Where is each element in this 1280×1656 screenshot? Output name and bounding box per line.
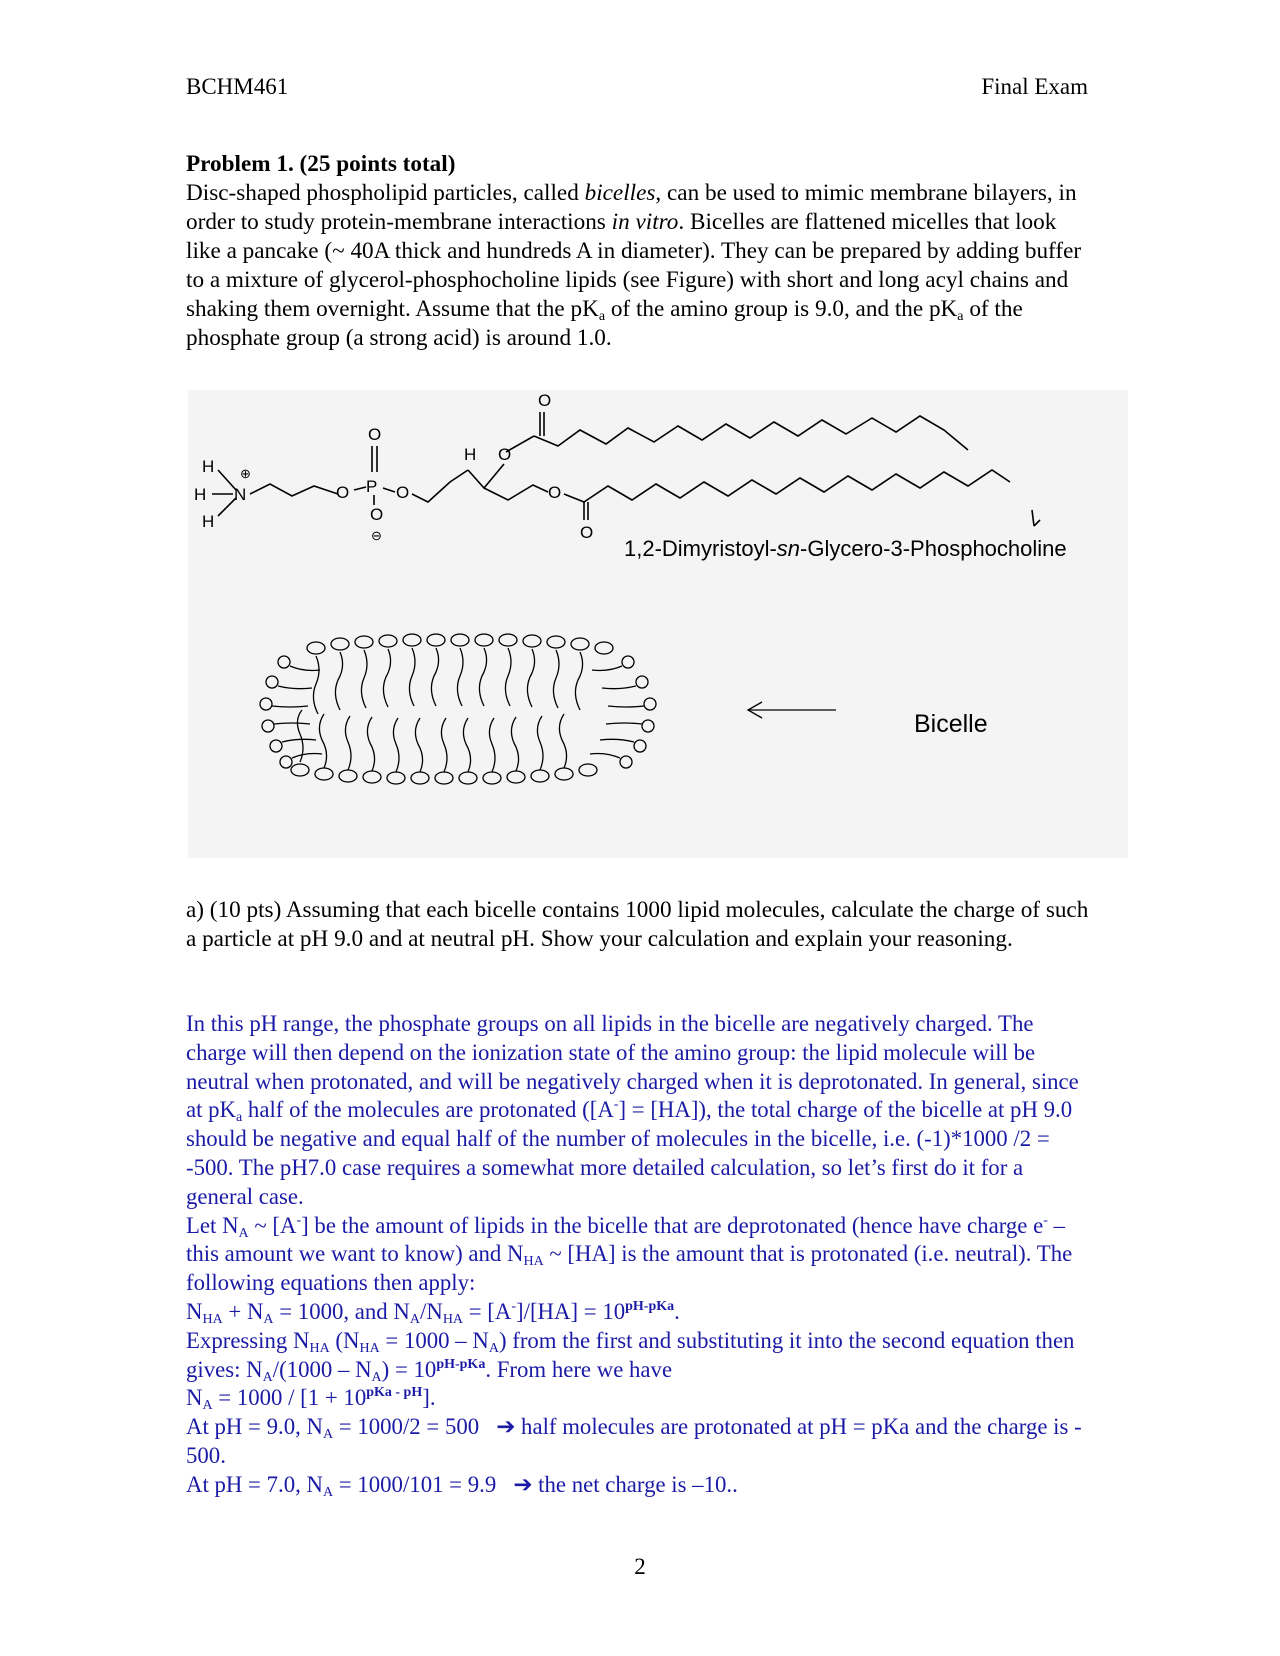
- bicelle-label: Bicelle: [914, 710, 988, 738]
- svg-text:O: O: [370, 505, 384, 524]
- svg-text:H: H: [194, 485, 207, 504]
- molecule-label: 1,2-Dimyristoyl-sn-Glycero-3-Phosphocholine: [624, 536, 1067, 561]
- svg-text:H: H: [464, 445, 477, 464]
- svg-text:⊕: ⊕: [240, 466, 251, 481]
- arrow-icon: ➔: [496, 1414, 516, 1440]
- svg-text:H: H: [202, 457, 215, 476]
- svg-text:O: O: [580, 523, 594, 542]
- answer-ph7: At pH = 7.0, $N_A = 1000/101 = 9.9$ ➔ the net charge is –10..: [186, 1471, 738, 1500]
- svg-text:H: H: [202, 512, 215, 531]
- svg-text:⊖: ⊖: [371, 528, 382, 543]
- svg-text:N: N: [234, 485, 247, 504]
- answer-equation-1: $N_{HA} + N_A = 1000$, and $N_A/N_{HA} = [A^-]/[HA] = 10^{pH-pKa}$.: [186, 1298, 680, 1327]
- problem-intro: Disc-shaped phospholipid particles, called bicelles, can be used to mimic membrane bilayers, in order to study protein-membrane interactions in vitro. Bicelles are flattened micelles that look like a pancake (~ 40A thick and hundreds A in diameter). They can be prepared by adding buffer to a mixture of glycerol-phosphocholine lipids (see Figure) with short and long acyl chains and shaking them overnight. Assume that the $pK_a$ of the amino group is 9.0, and the $pK_a$ of the phosphate group (a strong acid) is around 1.0.: [186, 180, 1082, 351]
- header-exam: Final Exam: [981, 74, 1088, 99]
- answer-para-1: In this pH range, the phosphate groups on all lipids in the bicelle are negatively charged. The charge will then depend on the ionization state of the amino group: the lipid molecule will be neutral when protonated, and will be negatively charged when it is deprotonated. In general, since at $pK_a$ half of the molecules are protonated ([A-] = [HA]), the total charge of the bicelle at pH 9.0 should be negative and equal half of the number of molecules in the bicelle, i.e. (-1)*1000 /2 = -500. The pH7.0 case requires a somewhat more detailed calculation, so let’s first do it for a general case.: [186, 1011, 1079, 1209]
- svg-text:O: O: [538, 391, 552, 410]
- answer-para-3: Expressing $N_{HA}$ $(N_{HA} = 1000 - N_A)$ from the first and substituting it into the second equation then gives: $N_A/(1000 - N_A) = 10^{pH-pKa}$. From here we have: [186, 1327, 1075, 1385]
- lipid-figure: [188, 390, 1128, 858]
- svg-text:O: O: [368, 425, 382, 444]
- answer-block: [186, 1010, 1091, 1500]
- page-number: 2: [634, 1554, 646, 1579]
- problem-1: [186, 150, 1091, 353]
- svg-text:P: P: [366, 477, 378, 496]
- part-a-question: a) (10 pts) Assuming that each bicelle contains 1000 lipid molecules, calculate the charge of such a particle at pH 9.0 and at neutral pH. Show your calculation and explain your reasoning.: [186, 897, 1089, 952]
- svg-text:O: O: [548, 483, 562, 502]
- svg-text:O: O: [336, 483, 350, 502]
- header-course: BCHM461: [186, 74, 289, 99]
- problem-title: Problem 1. (25 points total): [186, 151, 456, 177]
- svg-text:O: O: [498, 445, 512, 464]
- answer-equation-2: $N_A = 1000 / [1 + 10^{pKa - pH}]$.: [186, 1385, 436, 1414]
- dmpc-structure-diagram: [188, 390, 1128, 858]
- answer-ph9: At pH = 9.0, $N_A = 1000/2 = 500$ ➔ half molecules are protonated at pH = pKa and the charge is - 500.: [186, 1414, 1088, 1468]
- answer-para-2: Let $N_A$ ~ [A-] be the amount of lipids in the bicelle that are deprotonated (hence have charge e- – this amount we want to know) and $N_{HA}$ ~ [HA] is the amount that is protonated (i.e. neutral). The following equations then apply:: [186, 1212, 1073, 1296]
- svg-text:O: O: [396, 483, 410, 502]
- arrow-icon: ➔: [513, 1471, 533, 1497]
